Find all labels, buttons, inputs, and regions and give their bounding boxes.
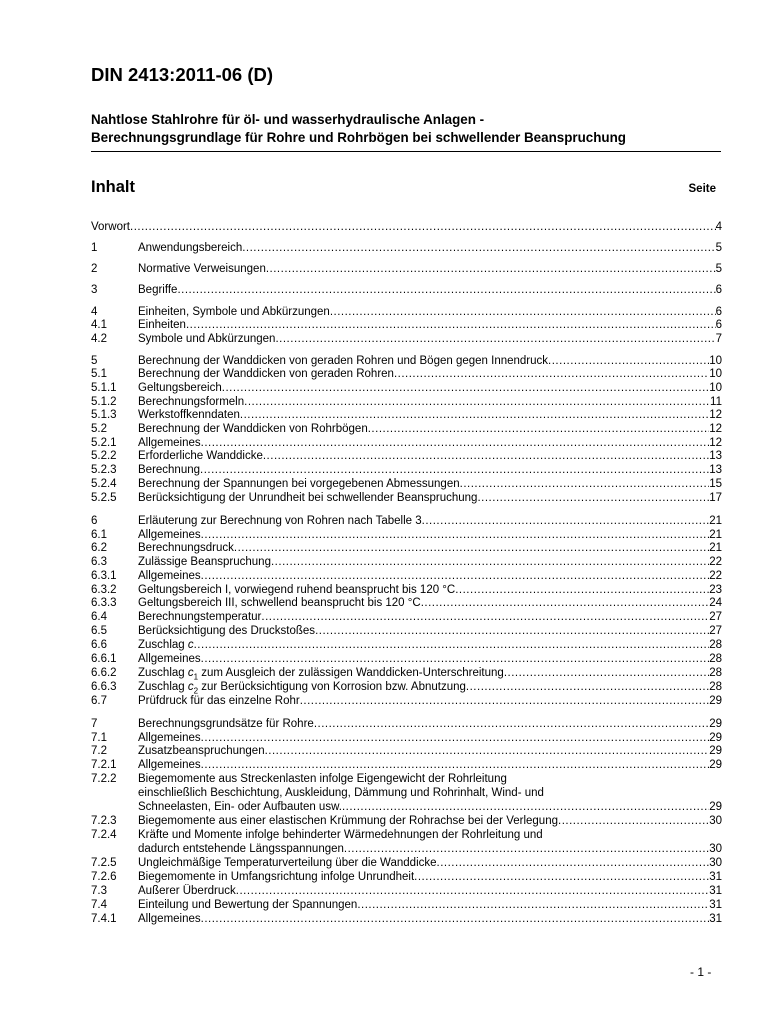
toc-entry-body [138, 652, 722, 666]
toc-dot-leader [242, 241, 715, 255]
toc-entry-title [138, 680, 466, 694]
toc-entry-title: Erläuterung zur Berechnung von Rohren nach Tabelle 3 [138, 515, 422, 527]
toc-entry-page: 27 [709, 611, 722, 623]
toc-entry-number: 6.3.2 [91, 584, 117, 596]
toc-entry-title: Begriffe [138, 284, 178, 296]
toc-dot-leader [437, 856, 710, 870]
toc-entry-page: 31 [709, 885, 722, 897]
toc-dot-leader [315, 624, 709, 638]
toc-dot-leader [201, 758, 710, 772]
toc-entry-title: Einteilung und Bewertung der Spannungen [138, 899, 358, 911]
toc-entry-body [138, 744, 722, 758]
toc-entry-number: 3 [91, 284, 98, 296]
toc-entry-body [138, 449, 722, 463]
toc-entry-number: 6.4 [91, 611, 107, 623]
toc-entry-page: 24 [709, 597, 722, 609]
toc-entry[interactable] [91, 694, 722, 708]
toc-entry-body [138, 555, 722, 569]
toc-entry-body [138, 395, 722, 409]
toc-entry[interactable] [91, 596, 722, 610]
toc-dot-leader [271, 555, 709, 569]
toc-entry-number: 5.2.4 [91, 478, 117, 490]
toc-entry-page: 13 [709, 450, 722, 462]
toc-entry-body [138, 842, 722, 856]
toc-entry[interactable] [91, 638, 722, 652]
toc-entry-number: 7.2.4 [91, 829, 117, 841]
toc-entry-page: 31 [709, 913, 722, 925]
toc-entry-body [138, 638, 722, 652]
toc-dot-leader [558, 814, 709, 828]
toc-entry[interactable] [91, 652, 722, 666]
toc-entry-page: 4 [715, 221, 722, 233]
toc-entry[interactable] [91, 514, 722, 528]
toc-page-column-label: Seite [688, 183, 716, 195]
toc-entry-symbol: c [187, 681, 194, 693]
toc-entry-page: 12 [709, 423, 722, 435]
toc-entry-body [138, 694, 722, 708]
toc-entry-page: 7 [715, 333, 722, 345]
toc-entry-page: 31 [709, 899, 722, 911]
toc-entry-page: 29 [709, 759, 722, 771]
toc-entry-number: 7.3 [91, 885, 107, 897]
toc-dot-leader [177, 283, 715, 297]
toc-dot-leader [466, 680, 709, 694]
toc-entry-number: 7.2 [91, 745, 107, 757]
toc-entry-page: 5 [715, 263, 722, 275]
toc-entry-page: 10 [709, 355, 722, 367]
toc-entry-body [138, 541, 722, 555]
toc-dot-leader [200, 463, 709, 477]
toc-entry-title: Einheiten [138, 319, 186, 331]
toc-entry-number: 7.2.6 [91, 871, 117, 883]
toc-entry-page: 10 [709, 368, 722, 380]
toc-entry[interactable] [91, 610, 722, 624]
toc-entry-number: 7.4.1 [91, 913, 117, 925]
toc-entry-title: Geltungsbereich I, vorwiegend ruhend beansprucht bis 120 °C [138, 584, 456, 596]
toc-entry[interactable] [91, 318, 722, 332]
toc-entry-title: Berechnungstemperatur [138, 611, 262, 623]
toc-entry-page: 30 [709, 857, 722, 869]
toc-entry-title [138, 666, 504, 680]
toc-entry[interactable] [91, 436, 722, 450]
toc-entry[interactable] [91, 800, 722, 814]
toc-entry[interactable] [91, 408, 722, 422]
toc-entry-title: Zusatzbeanspruchungen [138, 745, 265, 757]
toc-entry-body [138, 408, 722, 422]
toc-entry-page: 31 [709, 871, 722, 883]
toc-entry-body [138, 354, 722, 368]
toc-dot-leader [314, 717, 709, 731]
toc-entry-body [138, 528, 722, 542]
toc-dot-leader [244, 395, 710, 409]
toc-entry-number: 4.1 [91, 319, 107, 331]
toc-entry[interactable] [91, 555, 722, 569]
toc-entry-page: 30 [709, 815, 722, 827]
toc-entry[interactable] [91, 541, 722, 555]
toc-entry[interactable] [91, 354, 722, 368]
toc-dot-leader [201, 731, 710, 745]
toc-entry-number: 4.2 [91, 333, 107, 345]
toc-entry-page: 10 [709, 382, 722, 394]
toc-entry-title-line: Kräfte und Momente infolge behinderter Wärmedehnungen der Rohrleitung und [138, 829, 543, 841]
toc-entry-number: 6.6.2 [91, 667, 117, 679]
toc-entry[interactable] [91, 477, 722, 491]
toc-entry-title: Anwendungsbereich [138, 242, 243, 254]
toc-entry-number: 5.2.1 [91, 437, 117, 449]
toc-entry-title: Symbole und Abkürzungen [138, 333, 276, 345]
toc-entry-title: Geltungsbereich [138, 382, 222, 394]
toc-entry[interactable] [91, 528, 722, 542]
toc-dot-leader [275, 332, 715, 346]
toc-entry[interactable] [91, 898, 722, 912]
toc-entry-number: 6.3.3 [91, 597, 117, 609]
toc-entry-title: Außerer Überdruck [138, 885, 236, 897]
toc-entry[interactable] [91, 241, 722, 255]
toc-entry-line [91, 772, 722, 786]
toc-entry[interactable] [91, 449, 722, 463]
toc-entry-number: 6.7 [91, 695, 107, 707]
toc-entry-body [138, 305, 722, 319]
toc-entry-line [91, 786, 722, 800]
toc-entry-title: Normative Verweisungen [138, 263, 266, 275]
toc-entry[interactable] [91, 583, 722, 597]
toc-entry-body [91, 220, 722, 234]
toc-entry-title: dadurch entstehende Längsspannungen [138, 843, 344, 855]
toc-dot-leader [342, 800, 709, 814]
toc-entry[interactable] [91, 395, 722, 409]
toc-entry-page: 5 [715, 242, 722, 254]
toc-entry-title: Ungleichmäßige Temperaturverteilung über die Wanddicke [138, 857, 437, 869]
toc-heading: Inhalt [91, 178, 135, 196]
toc-entry-body [138, 332, 722, 346]
toc-entry-title: Vorwort [91, 221, 130, 233]
toc-entry-number: 5.1.3 [91, 409, 117, 421]
toc-entry[interactable] [91, 842, 722, 856]
toc-entry[interactable] [91, 717, 722, 731]
toc-dot-leader [201, 652, 710, 666]
toc-entry[interactable] [91, 220, 722, 234]
toc-entry-page: 21 [709, 542, 722, 554]
toc-entry[interactable] [91, 283, 722, 297]
toc-entry-title-text: zum Ausgleich der zulässigen Wanddicken-Unterschreitung [198, 667, 504, 679]
toc-entry-number: 7.2.5 [91, 857, 117, 869]
toc-entry[interactable] [91, 262, 722, 276]
toc-entry-number: 6.5 [91, 625, 107, 637]
toc-entry-body [138, 477, 722, 491]
toc-entry-title: Berechnung der Wanddicken von Rohrbögen [138, 423, 368, 435]
toc-entry-page: 12 [709, 409, 722, 421]
toc-dot-leader [222, 381, 709, 395]
toc-entry-body [138, 463, 722, 477]
toc-entry-number: 6.3 [91, 556, 107, 568]
toc-dot-leader [201, 436, 710, 450]
toc-entry[interactable] [91, 463, 722, 477]
toc-entry-number: 6.6 [91, 639, 107, 651]
toc-dot-leader [344, 842, 709, 856]
toc-entry-body [138, 758, 722, 772]
toc-entry-number: 7.2.2 [91, 773, 117, 785]
toc-entry-body [138, 680, 722, 694]
toc-entry-body [138, 870, 722, 884]
toc-entry-title-text: Zuschlag [138, 667, 188, 679]
toc-entry-body [138, 514, 722, 528]
toc-dot-leader [234, 541, 709, 555]
toc-dot-leader [421, 596, 710, 610]
toc-dot-leader [548, 354, 709, 368]
toc-entry-body [138, 717, 722, 731]
toc-entry-subscript: 1 [193, 672, 199, 680]
toc-entry-page: 21 [709, 515, 722, 527]
toc-entry-page: 6 [715, 284, 722, 296]
toc-entry-number: 5.1.2 [91, 396, 117, 408]
toc-entry-number: 4 [91, 306, 98, 318]
toc-entry-title-line: einschließlich Beschichtung, Auskleidung, Dämmung und Rohrinhalt, Wind- und [138, 787, 544, 799]
toc-entry-subscript: 2 [193, 686, 199, 694]
toc-entry-page: 22 [709, 556, 722, 568]
toc-entry-page: 28 [709, 667, 722, 679]
toc-entry-number: 5.1 [91, 368, 107, 380]
toc-entry-number: 6.1 [91, 529, 107, 541]
toc-entry-number: 7.4 [91, 899, 107, 911]
toc-entry-page: 30 [709, 843, 722, 855]
toc-entry-number: 5.2 [91, 423, 107, 435]
toc-entry-title: Berücksichtigung des Druckstoßes [138, 625, 316, 637]
toc-entry-body [138, 367, 722, 381]
toc-entry-number: 5 [91, 355, 98, 367]
toc-dot-leader [201, 528, 710, 542]
toc-entry-body [138, 898, 722, 912]
toc-entry-page: 17 [709, 492, 722, 504]
toc-entry-page: 27 [709, 625, 722, 637]
toc-entry-page: 23 [709, 584, 722, 596]
toc-entry[interactable] [91, 870, 722, 884]
toc-entry-title-line: Biegemomente aus Streckenlasten infolge Eigengewicht der Rohrleitung [138, 773, 507, 785]
toc-dot-leader [330, 305, 716, 319]
toc-entry-title: Biegemomente aus einer elastischen Krümmung der Rohrachse bei der Verlegung [138, 815, 558, 827]
toc-dot-leader [201, 569, 710, 583]
document-title [91, 111, 721, 147]
toc-entry[interactable] [91, 884, 722, 898]
toc-entry-title [138, 638, 194, 652]
toc-entry-page: 28 [709, 681, 722, 693]
toc-entry-title: Berechnung der Wanddicken von geraden Rohren [138, 368, 394, 380]
toc-entry-body [138, 491, 722, 505]
toc-entry-page: 29 [709, 745, 722, 757]
toc-entry-body [138, 569, 722, 583]
toc-entry[interactable] [91, 744, 722, 758]
toc-entry-page: 6 [715, 319, 722, 331]
toc-dot-leader [504, 666, 709, 680]
toc-entry-symbol: c [187, 667, 194, 679]
toc-entry-body [138, 800, 722, 814]
toc-entry-body [138, 856, 722, 870]
toc-entry-body [138, 422, 722, 436]
toc-dot-leader [263, 449, 709, 463]
toc-entry-title: Allgemeines [138, 529, 201, 541]
toc-entry[interactable] [91, 491, 722, 505]
toc-entry-title: Werkstoffkenndaten [138, 409, 240, 421]
toc-dot-leader [261, 610, 709, 624]
toc-entry-number: 5.1.1 [91, 382, 117, 394]
toc-entry[interactable] [91, 367, 722, 381]
toc-entry-title-text: Zuschlag [138, 681, 188, 693]
toc-dot-leader [455, 583, 709, 597]
toc-entry-body [138, 241, 722, 255]
toc-dot-leader [194, 638, 710, 652]
page-number: - 1 - [690, 965, 712, 979]
toc-entry-number: 7 [91, 718, 98, 730]
toc-entry[interactable] [91, 856, 722, 870]
toc-entry-number: 7.1 [91, 732, 107, 744]
toc-entry-number: 6.3.1 [91, 570, 117, 582]
toc-entry-title: Prüfdruck für das einzelne Rohr [138, 695, 300, 707]
toc-entry-title: Berücksichtigung der Unrundheit bei schwellender Beanspruchung [138, 492, 478, 504]
toc-entry-title: Geltungsbereich III, schwellend beansprucht bis 120 °C [138, 597, 421, 609]
document-id: DIN 2413:2011-06 (D) [91, 64, 274, 85]
toc-dot-leader [300, 694, 709, 708]
toc-entry[interactable] [91, 422, 722, 436]
toc-entry-title: Berechnung der Wanddicken von geraden Rohren und Bögen gegen Innendruck [138, 355, 549, 367]
toc-dot-leader [477, 491, 709, 505]
toc-entry-title: Allgemeines [138, 732, 201, 744]
toc-entry-body [138, 624, 722, 638]
toc-entry-body [138, 912, 722, 926]
toc-dot-leader [357, 898, 709, 912]
toc-entry-title: Berechnungsformeln [138, 396, 245, 408]
toc-entry-page: 22 [709, 570, 722, 582]
toc-entry-page: 28 [709, 639, 722, 651]
toc-entry-title: Berechnung der Spannungen bei vorgegebenen Abmessungen [138, 478, 460, 490]
toc-entry[interactable] [91, 569, 722, 583]
document-title-line-2: Berechnungsgrundlage für Rohre und Rohrbögen bei schwellender Beanspruchung [91, 130, 626, 145]
toc-entry-title: Schneelasten, Ein- oder Aufbauten usw. [138, 801, 342, 813]
toc-entry-body [138, 731, 722, 745]
toc-entry-line [91, 828, 722, 842]
toc-entry-number: 6.6.3 [91, 681, 117, 693]
toc-entry-number: 6.6.1 [91, 653, 117, 665]
toc-entry-title: Allgemeines [138, 437, 201, 449]
toc-entry-title: Allgemeines [138, 759, 201, 771]
toc-entry[interactable] [91, 814, 722, 828]
toc-entry-body [138, 283, 722, 297]
toc-entry-number: 2 [91, 263, 98, 275]
title-divider [91, 151, 721, 152]
toc-dot-leader [368, 422, 709, 436]
toc-entry-body [138, 884, 722, 898]
toc-entry-title: Allgemeines [138, 913, 201, 925]
toc-entry-title: Berechnung [138, 464, 201, 476]
toc-entry-title-text: Zuschlag [138, 639, 188, 651]
toc-dot-leader [394, 367, 709, 381]
toc-entry-number: 5.2.3 [91, 464, 117, 476]
toc-dot-leader [240, 408, 709, 422]
toc-entry[interactable] [91, 305, 722, 319]
toc-entry-body [138, 596, 722, 610]
toc-entry-symbol: c [187, 639, 194, 651]
toc-entry-number: 5.2.2 [91, 450, 117, 462]
toc-entry-title: Einheiten, Symbole und Abkürzungen [138, 306, 330, 318]
toc-entry-body [138, 814, 722, 828]
toc-dot-leader [266, 262, 716, 276]
toc-entry[interactable] [91, 381, 722, 395]
toc-entry-body [138, 583, 722, 597]
toc-entry-page: 29 [709, 801, 722, 813]
toc-entry-page: 13 [709, 464, 722, 476]
toc-entry-body [138, 666, 722, 680]
toc-entry-number: 6.2 [91, 542, 107, 554]
toc-entry-title: Zulässige Beanspruchung [138, 556, 271, 568]
document-title-line-1: Nahtlose Stahlrohre für öl- und wasserhydraulische Anlagen - [91, 112, 485, 127]
toc-dot-leader [186, 318, 716, 332]
toc-entry[interactable] [91, 758, 722, 772]
toc-entry-page: 28 [709, 653, 722, 665]
toc-dot-leader [422, 514, 710, 528]
toc-entry-title: Allgemeines [138, 653, 201, 665]
toc-entry-title-text: zur Berücksichtigung von Korrosion bzw. Abnutzung [198, 681, 466, 693]
toc-entry-title: Berechnungsdruck [138, 542, 234, 554]
toc-entry[interactable] [91, 666, 722, 680]
toc-entry-number: 7.2.1 [91, 759, 117, 771]
toc-entry-page: 29 [709, 732, 722, 744]
toc-entry-number: 5.2.5 [91, 492, 117, 504]
toc-dot-leader [236, 884, 709, 898]
toc-entry-body [138, 610, 722, 624]
toc-entry-page: 29 [709, 718, 722, 730]
toc-entry-page: 15 [709, 478, 722, 490]
toc-entry-number: 6 [91, 515, 98, 527]
toc-entry-body [138, 436, 722, 450]
toc-entry-page: 21 [709, 529, 722, 541]
toc-entry[interactable] [91, 680, 722, 694]
toc-entry-page: 11 [710, 396, 722, 408]
toc-entry-body [138, 381, 722, 395]
toc-entry-title: Erforderliche Wanddicke [138, 450, 263, 462]
toc-entry[interactable] [91, 624, 722, 638]
toc-entry[interactable] [91, 332, 722, 346]
toc-dot-leader [460, 477, 710, 491]
toc-entry-body [138, 318, 722, 332]
toc-entry-page: 6 [715, 306, 722, 318]
toc-dot-leader [130, 220, 716, 234]
toc-entry-page: 29 [709, 695, 722, 707]
toc-dot-leader [201, 912, 710, 926]
toc-entry-number: 7.2.3 [91, 815, 117, 827]
toc-entry-page: 12 [709, 437, 722, 449]
toc-entry-title: Allgemeines [138, 570, 201, 582]
toc-entry-number: 1 [91, 242, 98, 254]
toc-entry-title: Berechnungsgrundsätze für Rohre [138, 718, 314, 730]
toc-dot-leader [265, 744, 710, 758]
toc-entry-body [138, 262, 722, 276]
toc-entry-title: Biegemomente in Umfangsrichtung infolge Unrundheit [138, 871, 415, 883]
toc-entry[interactable] [91, 731, 722, 745]
toc-entry[interactable] [91, 912, 722, 926]
toc-dot-leader [414, 870, 709, 884]
